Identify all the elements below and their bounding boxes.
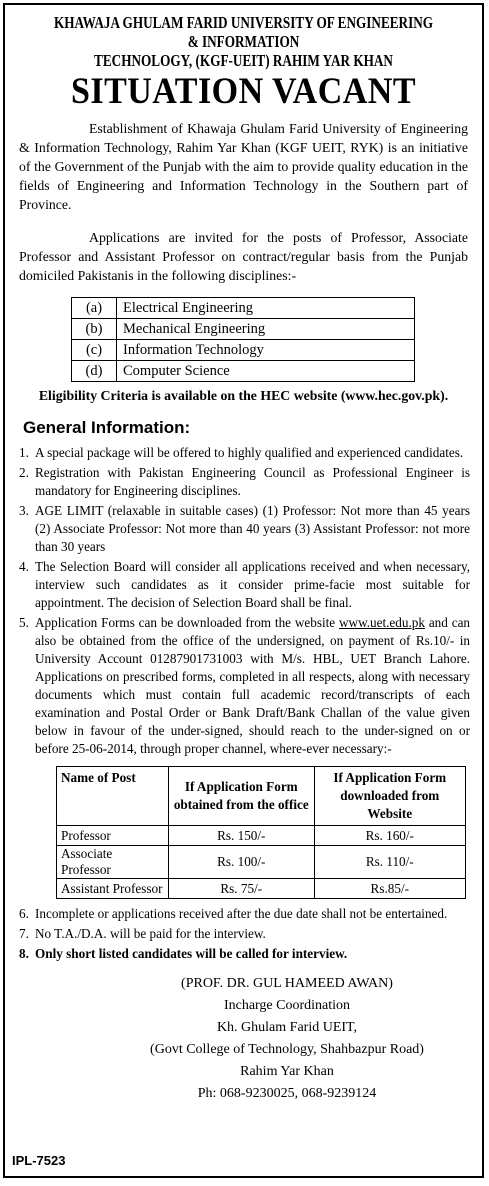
list-item bbox=[19, 502, 470, 556]
discipline-row bbox=[72, 361, 415, 382]
item-text: Registration with Pakistan Engineering Council as Professional Engineer is mandatory for Engineering disciplines. bbox=[35, 465, 470, 498]
item-number: 6. bbox=[19, 906, 29, 921]
fee-office: Rs. 150/- bbox=[169, 826, 315, 846]
general-info-list bbox=[19, 444, 470, 758]
item-number: 8. bbox=[19, 946, 29, 961]
discipline-key: (a) bbox=[72, 298, 117, 319]
ipl-code: IPL-7523 bbox=[12, 1153, 66, 1168]
intro-paragraph-1: Establishment of Khawaja Ghulam Farid University of Engineering & Information Technology, Rahim Yar Khan (KGF UEIT, RYK) is an initiative of the Government of the Punjab with the aim to provide quality education in the fields of Engineering and Information Technology in the Southern part of Province. bbox=[19, 121, 468, 212]
item-number: 1. bbox=[19, 445, 29, 460]
discipline-name: Electrical Engineering bbox=[117, 298, 415, 319]
fee-website: Rs.85/- bbox=[314, 879, 465, 899]
item-text: Incomplete or applications received after the due date shall not be entertained. bbox=[35, 906, 448, 921]
discipline-row bbox=[72, 340, 415, 361]
signatory-address: (Govt College of Technology, Shahbazpur Road) bbox=[150, 1042, 424, 1057]
fee-office: Rs. 100/- bbox=[169, 846, 315, 879]
fee-website: Rs. 110/- bbox=[314, 846, 465, 879]
list-item bbox=[19, 558, 470, 612]
fee-office: Rs. 75/- bbox=[169, 879, 315, 899]
item-text: The Selection Board will consider all applications received and when necessary, interview such candidates as it consider prime-facie most suitable for appointment. The decision of Selection Board shall be final. bbox=[35, 559, 470, 610]
signature-block bbox=[107, 973, 467, 1105]
fee-header-website: If Application Form downloaded from Website bbox=[314, 767, 465, 826]
item-text-part: and can also be obtained from the office of the undersigned, on payment of Rs.10/- in University Account 01287901731003 with M/s. HBL, UET Branch Lahore. Applications on prescribed forms, completed in all respects, along with necessary documents which must contain full academic record/transcripts of each examination and Postal Order or Bank Draft/Bank Challan of the value given below in favour of the under-signed, should reach to the under-signed on or before 25-06-2014, through proper channel, where-ever necessary:- bbox=[35, 615, 471, 756]
discipline-key: (c) bbox=[72, 340, 117, 361]
item-number: 4. bbox=[19, 559, 29, 574]
discipline-key: (b) bbox=[72, 319, 117, 340]
intro-paragraph-2: Applications are invited for the posts of Professor, Associate Professor and Assistant Professor on contract/regular basis from the Punjab domiciled Pakistanis in the following disciplines:- bbox=[19, 230, 468, 283]
institution-name bbox=[53, 13, 435, 70]
discipline-row bbox=[72, 298, 415, 319]
item-text-part: Application Forms can be downloaded from the website bbox=[35, 615, 340, 630]
page-title: SITUATION VACANT bbox=[70, 71, 417, 112]
signatory-name: (PROF. DR. GUL HAMEED AWAN) bbox=[181, 976, 393, 991]
fee-website: Rs. 160/- bbox=[314, 826, 465, 846]
general-info-heading: General Information: bbox=[23, 418, 191, 437]
list-item bbox=[19, 925, 470, 943]
item-text: AGE LIMIT (relaxable in suitable cases) (1) Professor: Not more than 45 years (2) Associate Professor: Not more than 40 years (3) Assistant Professor: not more than 30 years bbox=[35, 503, 470, 554]
list-item bbox=[19, 444, 470, 462]
fee-table bbox=[56, 766, 466, 899]
item-number: 2. bbox=[19, 465, 29, 480]
item-number: 3. bbox=[19, 503, 29, 518]
fee-post: Assistant Professor bbox=[57, 879, 169, 899]
signatory-designation: Incharge Coordination bbox=[223, 998, 351, 1013]
institution-line-2: TECHNOLOGY, (KGF-UEIT) RAHIM YAR KHAN bbox=[94, 51, 393, 70]
signatory-phone: Ph: 068-9230025, 068-9239124 bbox=[197, 1086, 377, 1101]
list-item bbox=[19, 614, 470, 758]
item-text bbox=[35, 614, 470, 758]
table-row bbox=[57, 846, 466, 879]
table-row bbox=[57, 826, 466, 846]
signatory-city: Rahim Yar Khan bbox=[240, 1064, 334, 1079]
discipline-name: Information Technology bbox=[117, 340, 415, 361]
fee-post: Associate Professor bbox=[57, 846, 169, 879]
item-number: 5. bbox=[19, 615, 29, 630]
signatory-org: Kh. Ghulam Farid UEIT, bbox=[216, 1020, 358, 1035]
discipline-name: Computer Science bbox=[117, 361, 415, 382]
item-text: No T.A./D.A. will be paid for the interview. bbox=[35, 926, 266, 941]
discipline-key: (d) bbox=[72, 361, 117, 382]
item-text: A special package will be offered to highly qualified and experienced candidates. bbox=[35, 445, 464, 460]
fee-post: Professor bbox=[57, 826, 169, 846]
fee-header-row bbox=[57, 767, 466, 826]
fee-header-post: Name of Post bbox=[57, 767, 169, 826]
advertisement-page bbox=[3, 3, 484, 1178]
item-text: Only short listed candidates will be called for interview. bbox=[35, 946, 348, 961]
institution-line-1: KHAWAJA GHULAM FARID UNIVERSITY OF ENGINEERING & INFORMATION bbox=[53, 13, 434, 51]
discipline-name: Mechanical Engineering bbox=[117, 319, 415, 340]
table-row bbox=[57, 879, 466, 899]
list-item bbox=[19, 945, 470, 963]
fee-header-office: If Application Form obtained from the office bbox=[169, 767, 315, 826]
list-item bbox=[19, 464, 470, 500]
website-link[interactable]: www.uet.edu.pk bbox=[339, 615, 425, 630]
disciplines-table bbox=[71, 297, 415, 382]
eligibility-note: Eligibility Criteria is available on the HEC website (www.hec.gov.pk). bbox=[38, 388, 449, 403]
general-info-list-continued bbox=[19, 905, 470, 963]
item-number: 7. bbox=[19, 926, 29, 941]
discipline-row bbox=[72, 319, 415, 340]
list-item bbox=[19, 905, 470, 923]
